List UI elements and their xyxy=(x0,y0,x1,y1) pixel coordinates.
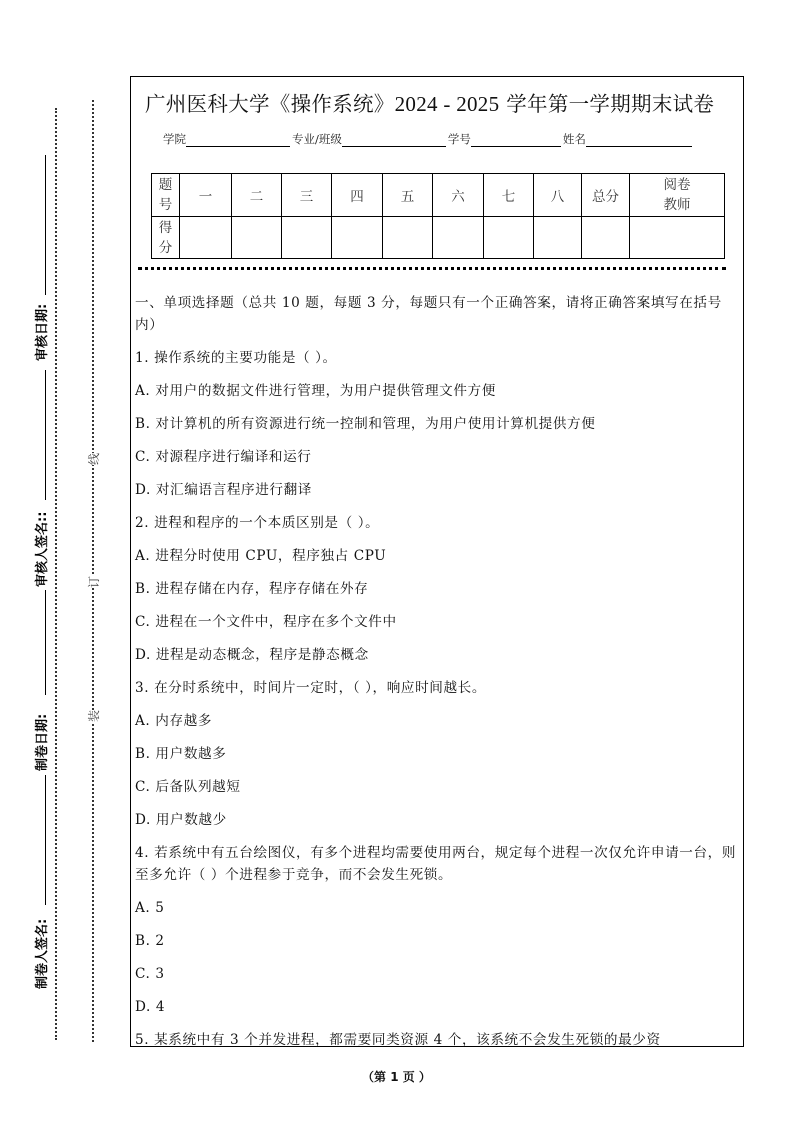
score-cell[interactable] xyxy=(332,217,383,259)
signature-line-maker-date xyxy=(45,590,46,695)
signature-line-review-date xyxy=(45,155,46,295)
student-id-label: 学号 xyxy=(447,132,471,146)
title-suffix: 学年第一学期期末试卷 xyxy=(499,92,715,116)
section-heading: 一、单项选择题（总共 10 题，每题 3 分，每题只有一个正确答案，请将正确答案填写在括号内） xyxy=(135,295,722,333)
score-cell[interactable] xyxy=(282,217,332,259)
question-section xyxy=(135,292,741,1062)
name-label: 姓名 xyxy=(562,132,586,146)
score-cell[interactable] xyxy=(433,217,484,259)
signature-line-reviewer xyxy=(45,370,46,500)
score-cell[interactable] xyxy=(232,217,282,259)
college-field[interactable] xyxy=(186,132,290,147)
grader-cell[interactable] xyxy=(630,217,725,259)
exam-title xyxy=(145,87,731,117)
binding-mark-staple: 订 xyxy=(87,575,101,588)
total-score-cell[interactable] xyxy=(582,217,630,259)
reviewer-signature-label: 审核人签名:: xyxy=(31,511,50,588)
answer-option: D. 用户数越少 xyxy=(135,812,227,828)
column-header: 六 xyxy=(433,174,484,217)
answer-option: A. 5 xyxy=(135,900,165,916)
answer-option: B. 2 xyxy=(135,933,165,949)
inner-dotted-line xyxy=(55,108,57,1040)
dotted-separator xyxy=(138,267,726,270)
column-header: 八 xyxy=(534,174,582,217)
question-stem: 1. 操作系统的主要功能是（ ）。 xyxy=(135,350,337,366)
answer-option: C. 对源程序进行编译和运行 xyxy=(135,449,312,465)
answer-option: B. 进程存储在内存，程序存储在外存 xyxy=(135,581,369,597)
exam-page-frame xyxy=(130,76,744,1047)
column-header: 二 xyxy=(232,174,282,217)
major-class-label: 专业/班级 xyxy=(292,132,342,146)
score-cell[interactable] xyxy=(383,217,433,259)
column-header: 七 xyxy=(484,174,534,217)
binding-mark-bind: 装 xyxy=(87,709,101,722)
maker-date-label: 制卷日期: xyxy=(31,713,50,772)
question-number-row xyxy=(152,174,725,217)
signature-line-maker xyxy=(45,775,46,905)
answer-option: D. 进程是动态概念，程序是静态概念 xyxy=(135,647,369,663)
column-header: 五 xyxy=(383,174,433,217)
student-info-row xyxy=(163,131,694,147)
grader-header: 阅卷教师 xyxy=(630,174,725,217)
name-field[interactable] xyxy=(586,132,692,147)
binding-mark-line: 线 xyxy=(87,452,101,465)
question-number-header: 题号 xyxy=(152,174,180,217)
title-year: 2024 - 2025 xyxy=(394,92,500,116)
score-cell[interactable] xyxy=(180,217,232,259)
answer-option: C. 3 xyxy=(135,966,165,982)
answer-option: A. 内存越多 xyxy=(135,713,213,729)
score-cell[interactable] xyxy=(484,217,534,259)
answer-option: B. 用户数越多 xyxy=(135,746,227,762)
answer-option: A. 进程分时使用 CPU，程序独占 CPU xyxy=(135,548,387,564)
question-stem: 3. 在分时系统中，时间片一定时，（ ），响应时间越长。 xyxy=(135,680,487,696)
answer-option: B. 对计算机的所有资源进行统一控制和管理，为用户使用计算机提供方便 xyxy=(135,416,596,432)
score-header: 得分 xyxy=(152,217,180,259)
review-date-label: 审核日期: xyxy=(31,303,50,362)
major-class-field[interactable] xyxy=(342,132,446,147)
column-header: 三 xyxy=(282,174,332,217)
total-score-header: 总分 xyxy=(582,174,630,217)
score-cell[interactable] xyxy=(534,217,582,259)
student-id-field[interactable] xyxy=(471,132,561,147)
maker-signature-label: 制卷人签名: xyxy=(31,918,50,990)
outer-dotted-line xyxy=(92,100,94,1042)
score-row xyxy=(152,217,725,259)
column-header: 四 xyxy=(332,174,383,217)
question-stem: 2. 进程和程序的一个本质区别是（ ）。 xyxy=(135,515,380,531)
question-stem: 5. 某系统中有 3 个并发进程，都需要同类资源 4 个，该系统不会发生死锁的最少资 xyxy=(135,1032,661,1048)
answer-option: D. 4 xyxy=(135,999,166,1015)
answer-option: D. 对汇编语言程序进行翻译 xyxy=(135,482,312,498)
score-table xyxy=(151,173,725,259)
column-header: 一 xyxy=(180,174,232,217)
answer-option: C. 后备队列越短 xyxy=(135,779,241,795)
answer-option: C. 进程在一个文件中，程序在多个文件中 xyxy=(135,614,397,630)
college-label: 学院 xyxy=(163,132,186,146)
question-stem: 4. 若系统中有五台绘图仪，有多个进程均需要使用两台，规定每个进程一次仅允许申请一台，则至多允许（ ）个进程参于竞争，而不会发生死锁。 xyxy=(135,845,737,883)
answer-option: A. 对用户的数据文件进行管理，为用户提供管理文件方便 xyxy=(135,383,496,399)
page-number: （第 1 页 ） xyxy=(362,1070,431,1084)
title-prefix: 广州医科大学《操作系统》 xyxy=(145,92,395,116)
